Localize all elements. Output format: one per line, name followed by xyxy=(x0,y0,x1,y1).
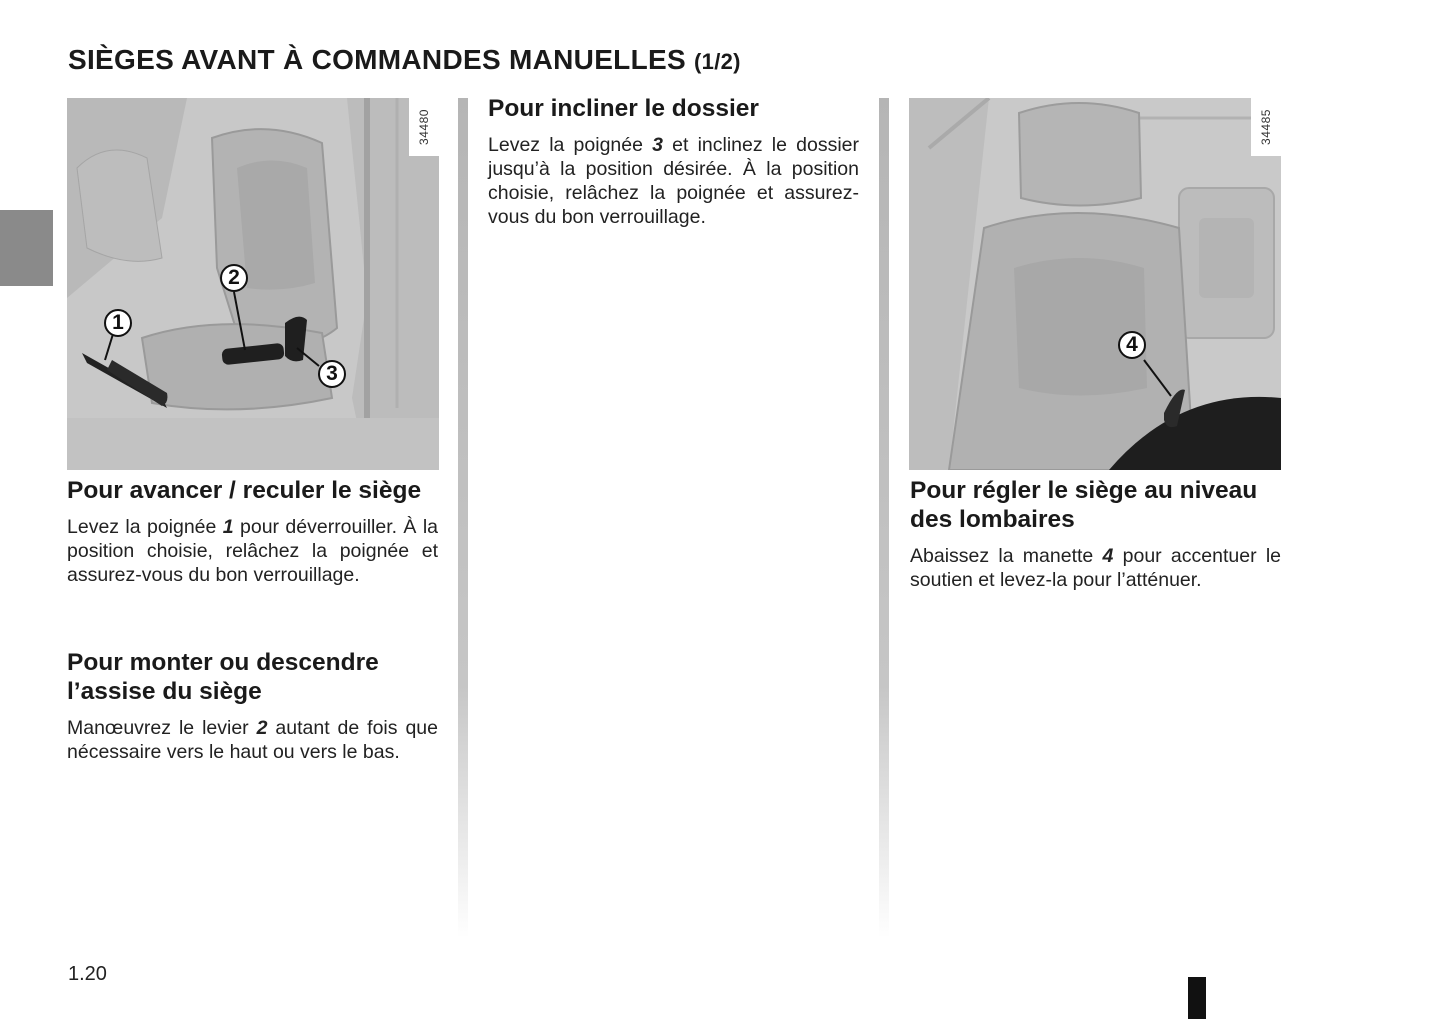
section-heading: Pour incliner le dossier xyxy=(488,95,759,122)
column-divider-right xyxy=(879,98,889,938)
page-number: 1.20 xyxy=(68,963,107,985)
section-monter-descendre xyxy=(67,648,438,764)
section-body xyxy=(67,515,438,587)
body-text: Manœuvrez le levier xyxy=(67,717,257,739)
body-text: Levez la poignée xyxy=(488,134,653,156)
callout-3: 3 xyxy=(318,360,346,388)
figure-reference-tag xyxy=(409,98,439,156)
reference-number: 3 xyxy=(652,134,663,156)
seat-front-illustration xyxy=(909,98,1281,470)
body-text: et inclinez le dossier jusqu’à la position désirée. À la position choisie, relâchez la poignée et assurez-vous du bon verrouillage. xyxy=(488,134,859,228)
callout-1: 1 xyxy=(104,309,132,337)
section-body xyxy=(488,133,859,229)
section-lombaires xyxy=(910,476,1281,592)
callout-4: 4 xyxy=(1118,331,1146,359)
page-title-part: (1/2) xyxy=(694,49,741,74)
seat-side-illustration xyxy=(67,98,439,470)
section-heading: Pour monter ou descendre l’assise du siège xyxy=(67,649,379,705)
figure-reference-number: 34480 xyxy=(417,109,431,145)
figure-reference-tag xyxy=(1251,98,1281,156)
section-heading: Pour régler le siège au niveau des lombaires xyxy=(910,477,1258,533)
page-title-text: SIÈGES AVANT À COMMANDES MANUELLES xyxy=(68,44,686,75)
reference-number: 4 xyxy=(1102,545,1114,567)
page-title xyxy=(68,44,741,76)
figure-reference-number: 34485 xyxy=(1259,109,1273,145)
callout-2: 2 xyxy=(220,264,248,292)
body-text: Abaissez la manette xyxy=(910,545,1103,567)
body-text: pour déverrouiller. À la position choisie, relâchez la poignée et assurez-vous du bon verrouillage. xyxy=(67,516,438,586)
reference-number: 1 xyxy=(222,516,234,538)
page-edge-marker xyxy=(1188,977,1206,1019)
body-text: pour accentuer le soutien et levez-la pour l’atténuer. xyxy=(910,545,1281,591)
body-text: Levez la poignée xyxy=(67,516,223,538)
section-avancer-reculer xyxy=(67,476,438,587)
chapter-tab xyxy=(0,210,53,286)
section-body xyxy=(67,716,438,764)
figure-seat-front-view xyxy=(909,98,1281,470)
section-incliner-dossier xyxy=(488,94,859,229)
section-body xyxy=(910,544,1281,592)
section-heading: Pour avancer / reculer le siège xyxy=(67,477,422,504)
figure-seat-side-view xyxy=(67,98,439,470)
body-text: autant de fois que nécessaire vers le haut ou vers le bas. xyxy=(67,717,438,763)
column-divider-left xyxy=(458,98,468,938)
reference-number: 2 xyxy=(256,717,268,739)
